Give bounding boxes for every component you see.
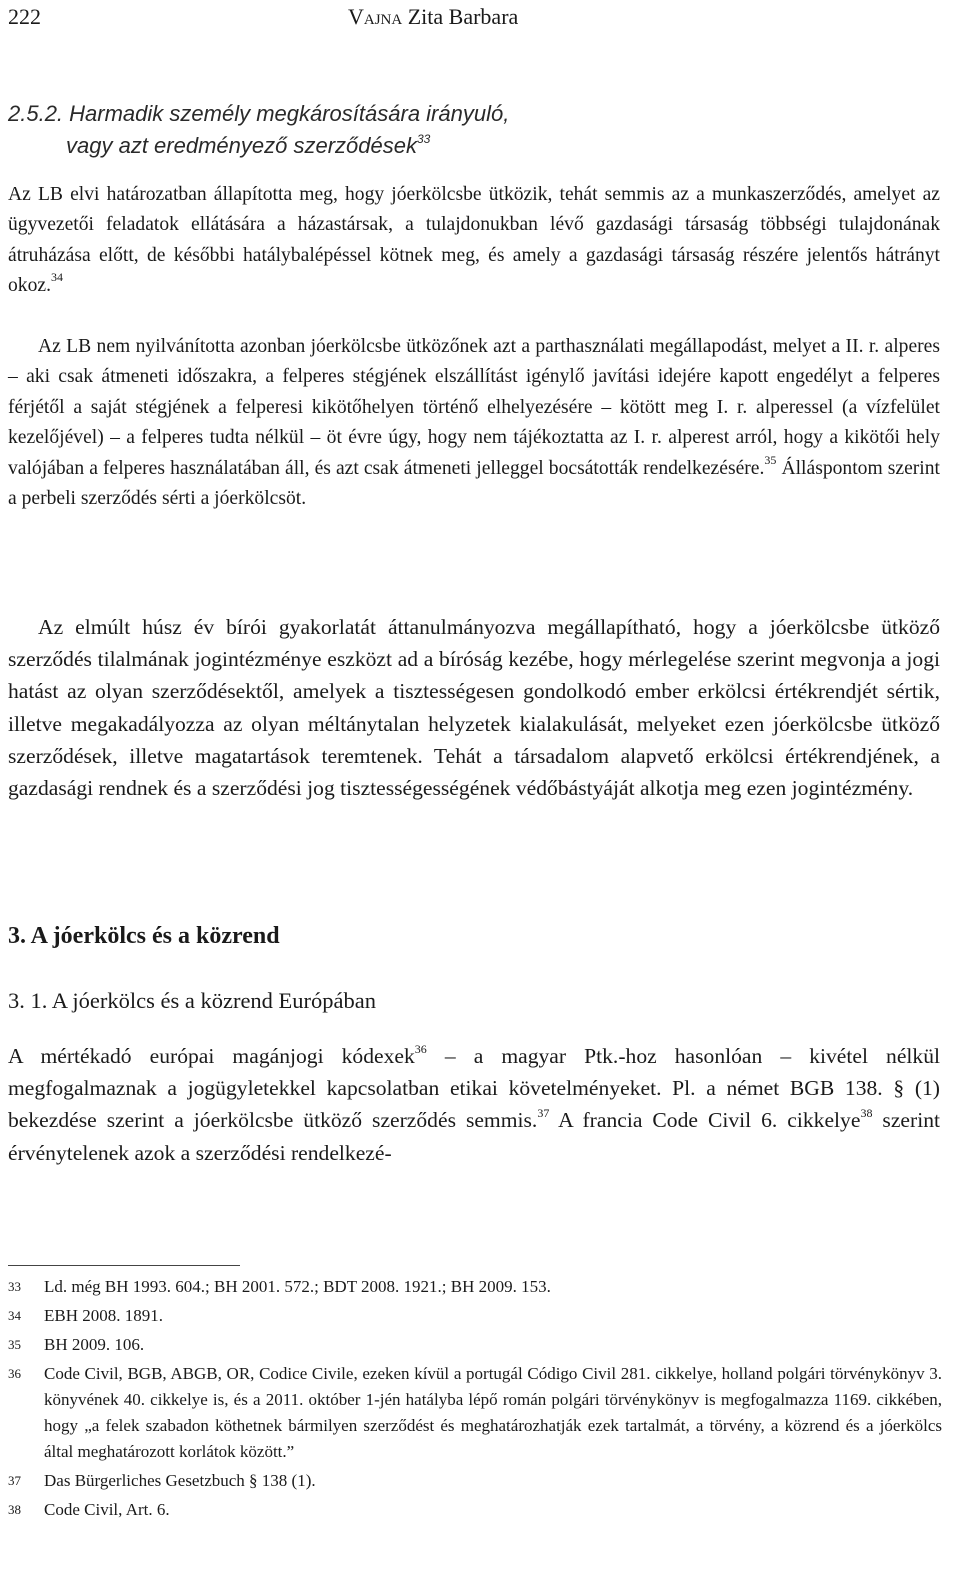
footnotes: [8, 1274, 942, 1526]
paragraph-2-text-a: Az LB nem nyilvánította azonban jóerkölcsbe ütközőnek azt a parthasználati megállapodást, melyet a II. r. alperes – aki csak átmeneti időszakra, a felperes stégjének elszállítást igénylő javítási idejére kapott engedélyt a felperes férjétől a saját stégjének a felperesi kikötőhelyen történő elhelyezésére – kötött meg I. r. alperessel (a vízfelület kezelőjével) – a felperes tudta nélkül – öt évre úgy, hogy nem tájékoztatta az I. r. alperest arról, hogy a kikötői hely valójában a felperes használatában áll, és azt csak átmeneti jelleggel bocsátották rendelkezésére.: [8, 336, 940, 479]
footnote-ref-37[interactable]: 37: [537, 1106, 550, 1121]
section-heading-text: vagy azt eredményező szerződések: [66, 133, 417, 158]
footnote-number: 34: [8, 1308, 21, 1323]
paragraph-4: [8, 1040, 940, 1169]
footnote-text: EBH 2008. 1891.: [44, 1306, 163, 1325]
footnote-number: 33: [8, 1279, 21, 1294]
footnote-36: [8, 1361, 942, 1465]
page-number: 222: [8, 4, 41, 29]
chapter-subheading: 3. 1. A jóerkölcs és a közrend Európában: [8, 988, 377, 1013]
footnote-text: Code Civil, Art. 6.: [44, 1500, 170, 1519]
paragraph-2: [8, 332, 940, 514]
section-heading: [8, 98, 908, 162]
footnote-38: [8, 1497, 942, 1523]
footnote-number: 36: [8, 1366, 21, 1381]
paragraph-1-text: Az LB elvi határozatban állapította meg, hogy jóerkölcsbe ütközik, tehát semmis az a munkaszerződés, amelyet az ügyvezetői feladatok ellátására a házastársak, a tulajdonukban lévő gazdasági társaság többségi tulajdonának átruházása előtt, de későbbi hatálybalépéssel kötnek meg, és amely a gazdasági társaság részére jelentős hátrányt okoz.: [8, 184, 940, 297]
paragraph-2-text-b: Álláspontom szerint a perbeli szerződés sérti a jóerkölcsöt.: [8, 457, 940, 510]
footnote-37: [8, 1468, 942, 1494]
footnote-text: Code Civil, BGB, ABGB, OR, Codice Civile, ezeken kívül a portugál Código Civil 281. cikkelye, holland polgári törvénykönyv 3. könyvének 40. cikkelye is, és a 2011. október 1-jén hatályba lépő román polgári törvénykönyv is megfogalmazza 1169. cikkében, hogy „a felek szabadon köthetnek bármilyen szerződést és meghatározhatják ezek tartalmát, a törvény, a közrend és a jóerkölcs által meghatározott korlátok között.”: [44, 1364, 942, 1461]
footnote-33: [8, 1274, 942, 1300]
author-given-name: Zita Barbara: [402, 4, 519, 29]
footnote-text: Das Bürgerliches Gesetzbuch § 138 (1).: [44, 1471, 316, 1490]
footnote-ref-34[interactable]: 34: [51, 270, 63, 285]
paragraph-1: [8, 180, 940, 302]
footnote-ref-38[interactable]: 38: [860, 1106, 873, 1121]
paragraph-4-text-a: A mértékadó európai magánjogi kódexek: [8, 1044, 415, 1068]
footnote-text: BH 2009. 106.: [44, 1335, 145, 1354]
page-header: [8, 4, 948, 30]
paragraph-3: Az elmúlt húsz év bírói gyakorlatát áttanulmányozva megállapítható, hogy a jóerkölcsbe ütköző szerződés tilalmának jogintézménye eszközt ad a bíróság kezébe, hogy mérlegelése szerint megvonja a jogi hatást az olyan szerződésektől, amelyek a tisztességesen gondolkodó ember erkölcsi értékrendjét sértik, illetve megakadályozza az olyan méltánytalan helyzetek kialakulását, melyeket ezen jóerkölcsbe ütköző szerződések, illetve magatartások teremtenek. Tehát a társadalom alapvető erkölcsi értékrendjének, a gazdasági rendnek és a szerződési jog tisztességességének védőbástyáját alkotja meg ezen jogintézmény.: [8, 615, 940, 801]
footnote-ref-36[interactable]: 36: [414, 1042, 427, 1056]
running-head: [348, 4, 518, 30]
footnote-text: Ld. még BH 1993. 604.; BH 2001. 572.; BDT 2008. 1921.; BH 2009. 153.: [44, 1277, 551, 1296]
footnote-number: 37: [8, 1473, 21, 1488]
footnote-number: 38: [8, 1502, 21, 1517]
section-heading-line2: [8, 130, 908, 162]
author-surname: Vajna: [348, 4, 403, 29]
footnote-35: [8, 1332, 942, 1358]
footnote-34: [8, 1303, 942, 1329]
paragraph-4-text-d: szerint érvénytelenek azok a szerződési rendelkezé-: [8, 1108, 940, 1165]
footnote-number: 35: [8, 1337, 21, 1352]
paragraph-4-text-b: – a magyar Ptk.-hoz hasonlóan – kivétel nélkül megfogalmaznak a jogügyletekkel kapcsolatban etikai követelményeket. Pl. a német BGB 138. § (1) bekezdése szerint a jóerkölcsbe ütköző szerződés semmis.: [8, 1044, 940, 1133]
footnote-divider: [8, 1265, 240, 1266]
section-heading-line1: 2.5.2. Harmadik személy megkárosítására irányuló,: [8, 101, 510, 126]
footnote-ref-35[interactable]: 35: [764, 452, 777, 467]
paragraph-4-text-c: A francia Code Civil 6. cikkelye: [549, 1108, 861, 1133]
chapter-heading: 3. A jóerkölcs és a közrend: [8, 923, 280, 949]
footnote-ref-33[interactable]: 33: [416, 132, 431, 146]
